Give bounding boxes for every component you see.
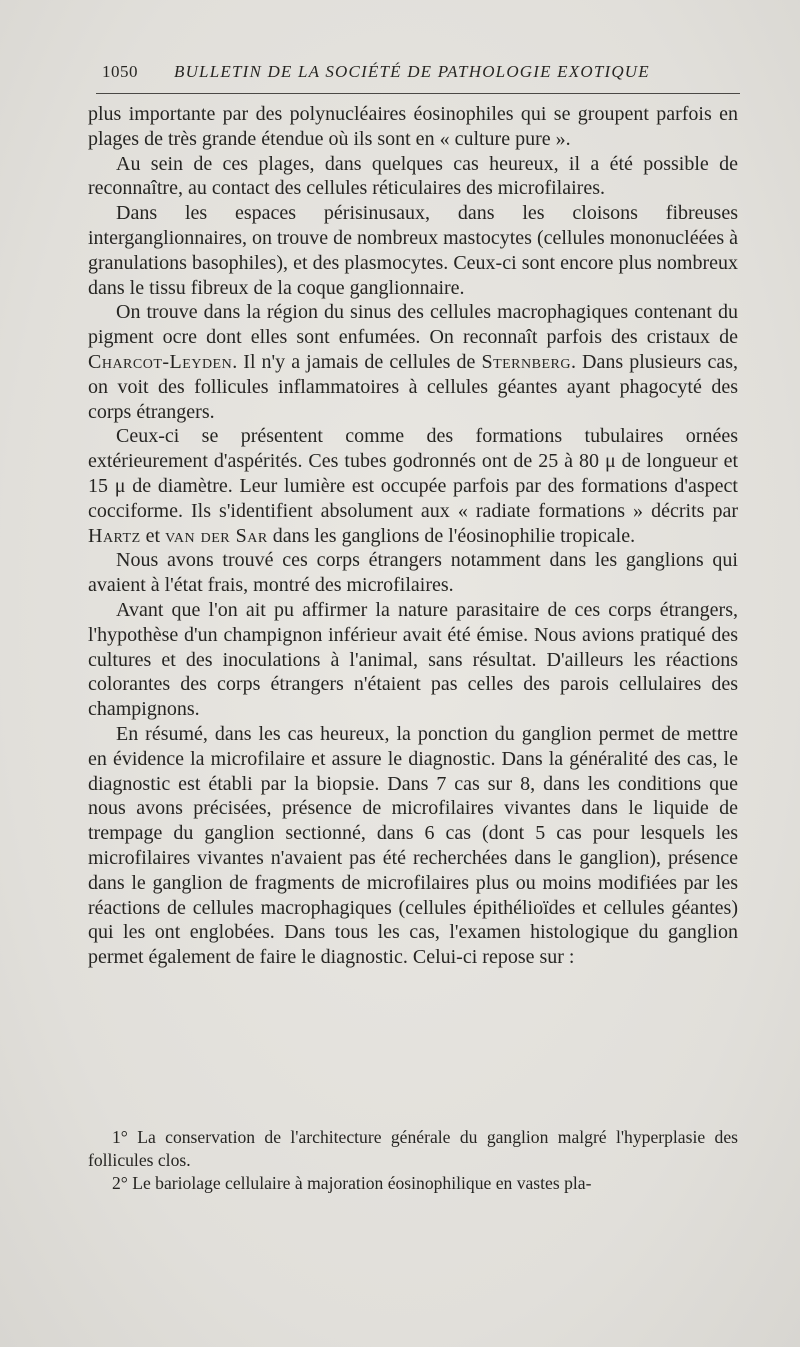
paragraph-5-text-c: dans les ganglions de l'éosinophilie tropicale. [267,524,636,547]
numbered-point-2: 2° Le bariolage cellulaire à majoration éosinophilique en vastes pla- [112,1173,592,1193]
numbered-points [88,1126,738,1195]
author-name-charcot-leyden: Charcot-Leyden [88,350,233,373]
paragraph-4-text-c: . Dans plusieurs cas, on voit des follicules inflammatoires à cellules géantes ayant phagocyté des corps étrangers. [88,350,739,423]
paragraph-1: plus importante par des polynucléaires éosinophiles qui se groupent parfois en plages de très grande étendue où ils sont en « culture pure ». [88,103,738,150]
paragraph-5-text-a: Ceux-ci se présentent comme des formations tubulaires ornées extérieurement d'aspérités. Ces tubes godronnés ont de 25 à 80 μ de longueur et 15 μ de diamètre. Leur lumière est occupée parfois par des formations d'aspect cocciforme. Ils s'identifient absolument aux « radiate formations » décrits par [88,425,738,522]
paragraph-5 [88,424,738,548]
paragraph-4-text-a: On trouve dans la région du sinus des cellules macrophagiques contenant du pigment ocre dont elles sont enfumées. On reconnaît parfois des cristaux de [88,301,738,349]
running-title: BULLETIN DE LA SOCIÉTÉ DE PATHOLOGIE EXOTIQUE [174,62,650,81]
paragraph-7: Avant que l'on ait pu affirmer la nature parasitaire de ces corps étrangers, l'hypothèse d'un champignon inférieur avait été émise. Nous avions pratiqué des cultures et des inoculations à l'animal, sans résultat. D'ailleurs les réactions colorantes des corps étrangers n'étaient pas celles des parois cellulaires des champignons. [88,598,738,721]
author-name-van-der-sar: van der Sar [165,524,268,547]
numbered-point-1: 1° La conservation de l'architecture générale du ganglion malgré l'hyperplasie des follicules clos. [88,1127,738,1170]
paragraph-6: Nous avons trouvé ces corps étrangers notamment dans les ganglions qui avaient à l'état frais, montré des microfilaires. [88,549,738,597]
paragraph-4 [88,300,738,424]
author-name-sternberg: Sternberg [481,350,571,373]
page-number: 1050 [102,62,138,81]
header-rule [96,93,740,94]
paragraph-4-text-b: . Il n'y a jamais de cellules de [232,350,482,373]
body-text [88,102,738,970]
page-header [96,60,740,88]
paragraph-8: En résumé, dans les cas heureux, la ponction du ganglion permet de mettre en évidence la microfilaire et assure le diagnostic. Dans la généralité des cas, le diagnostic est établi par la biopsie. Dans 7 cas sur 8, dans les conditions que nous avons précisées, présence de microfilaires vivantes dans le liquide de trempage du ganglion sectionné, dans 6 cas (dont 5 cas pour lesquels les microfilaires vivantes n'avaient pas été recherchées dans le ganglion), présence dans le ganglion de fragments de microfilaires plus ou moins modifiées par les réactions de cellules macrophagiques (cellules épithélioïdes et cellules géantes) qui les ont englobées. Dans tous les cas, l'examen histologique du ganglion permet également de faire le diagnostic. Celui-ci repose sur : [88,722,738,969]
paragraph-5-text-b: et [140,524,166,547]
author-name-hartz: Hartz [88,524,141,547]
paragraph-2: Au sein de ces plages, dans quelques cas heureux, il a été possible de reconnaître, au contact des cellules réticulaires des microfilaires. [88,152,738,200]
paragraph-3: Dans les espaces périsinusaux, dans les cloisons fibreuses interganglionnaires, on trouve de nombreux mastocytes (cellules mononucléées à granulations basophiles), et des plasmocytes. Ceux-ci sont encore plus nombreux dans le tissu fibreux de la coque ganglionnaire. [88,202,738,299]
